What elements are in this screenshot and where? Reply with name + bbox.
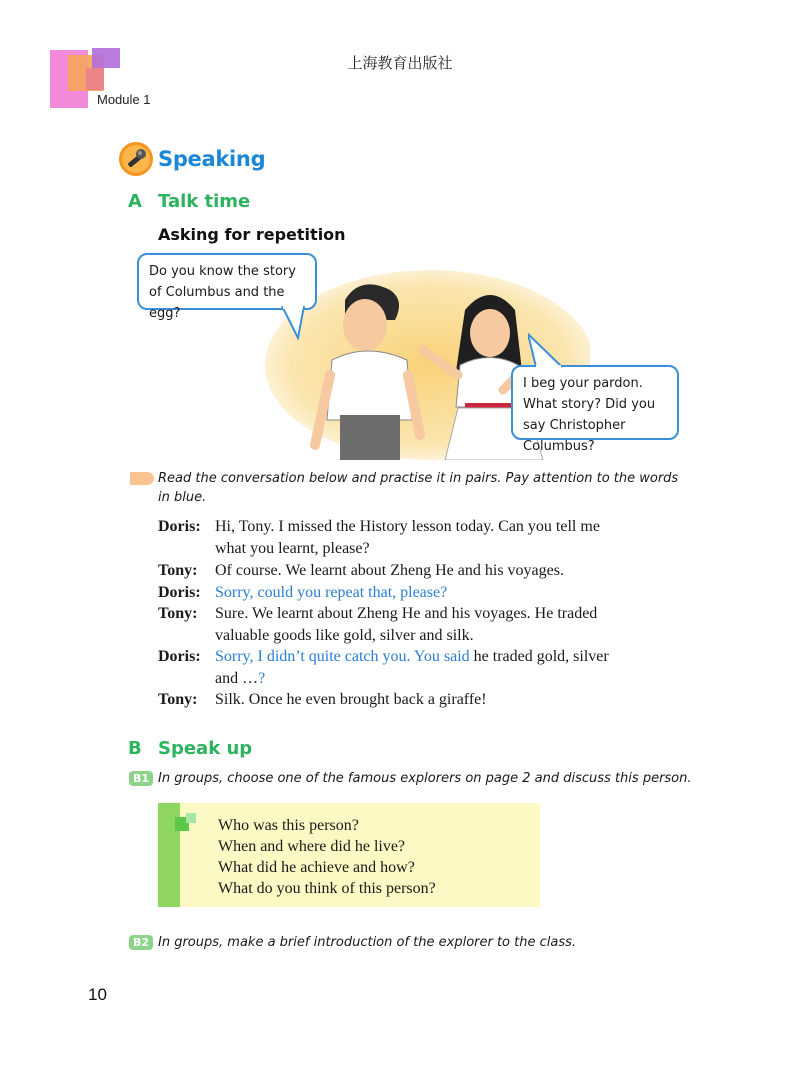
dialogue-text: Sure. We learnt about Zheng He and his voyages. He traded valuable goods like gold, silver and silk. bbox=[215, 605, 598, 644]
dialogue-text: Silk. Once he even brought back a giraffe! bbox=[215, 691, 487, 708]
bubble-girl-tail bbox=[528, 332, 568, 372]
highlight-phrase: Sorry, I didn’t quite catch you. You said bbox=[215, 648, 470, 665]
speaker-label: Doris: bbox=[158, 648, 201, 665]
instruction-marker bbox=[130, 472, 154, 485]
speaker-label: Tony: bbox=[158, 562, 198, 579]
dialogue-text: Hi, Tony. I missed the History lesson today. Can you tell me what you learnt, please? bbox=[215, 518, 600, 557]
page-number: 10 bbox=[88, 985, 107, 1004]
publisher-name: 上海教育出版社 bbox=[347, 54, 453, 72]
b1-tag: B1 bbox=[129, 771, 153, 786]
bubble-girl-text: I beg your pardon. What story? Did you say Christopher Columbus? bbox=[523, 376, 656, 454]
bubble-boy-tail bbox=[280, 306, 316, 344]
highlight-question-mark: ? bbox=[258, 669, 266, 687]
question-item: What did he achieve and how? bbox=[218, 859, 415, 876]
subsection-title: Asking for repetition bbox=[158, 225, 346, 244]
module-label: Module 1 bbox=[97, 92, 151, 107]
question-item: When and where did he live? bbox=[218, 838, 406, 855]
b2-instruction: In groups, make a brief introduction of the explorer to the class. bbox=[158, 935, 577, 950]
question-item: Who was this person? bbox=[218, 817, 359, 834]
microphone-icon bbox=[118, 141, 154, 177]
b2-tag: B2 bbox=[129, 935, 153, 950]
question-box-accent bbox=[186, 813, 196, 823]
dialogue-text: Sorry, I didn’t quite catch you. You said he traded gold, silver and …? bbox=[215, 648, 609, 687]
dialogue-line bbox=[158, 603, 678, 646]
section-a-instruction: Read the conversation below and practise it in pairs. Pay attention to the words in blue. bbox=[158, 471, 679, 505]
dialogue-text: Of course. We learnt about Zheng He and his voyages. bbox=[215, 562, 564, 579]
dialogue-text-highlight: Sorry, could you repeat that, please? bbox=[215, 584, 448, 601]
bubble-boy-text: Do you know the story of Columbus and the egg? bbox=[149, 264, 296, 321]
speaker-label: Doris: bbox=[158, 518, 201, 535]
section-a-letter: A bbox=[128, 191, 142, 212]
dialogue-line bbox=[158, 516, 678, 559]
question-box bbox=[158, 803, 540, 907]
b1-instruction: In groups, choose one of the famous explorers on page 2 and discuss this person. bbox=[158, 771, 692, 786]
speaker-label: Tony: bbox=[158, 691, 198, 708]
speaker-label: Tony: bbox=[158, 605, 198, 622]
dialogue-line bbox=[158, 646, 678, 689]
speech-bubble-boy bbox=[137, 253, 317, 321]
section-a-title: Talk time bbox=[158, 191, 251, 212]
question-item: What do you think of this person? bbox=[218, 880, 436, 897]
speaking-title: Speaking bbox=[158, 147, 266, 171]
section-b-title: Speak up bbox=[158, 738, 253, 759]
section-b-letter: B bbox=[128, 738, 142, 759]
speech-bubble-girl bbox=[511, 365, 679, 454]
speaker-label: Doris: bbox=[158, 584, 201, 601]
